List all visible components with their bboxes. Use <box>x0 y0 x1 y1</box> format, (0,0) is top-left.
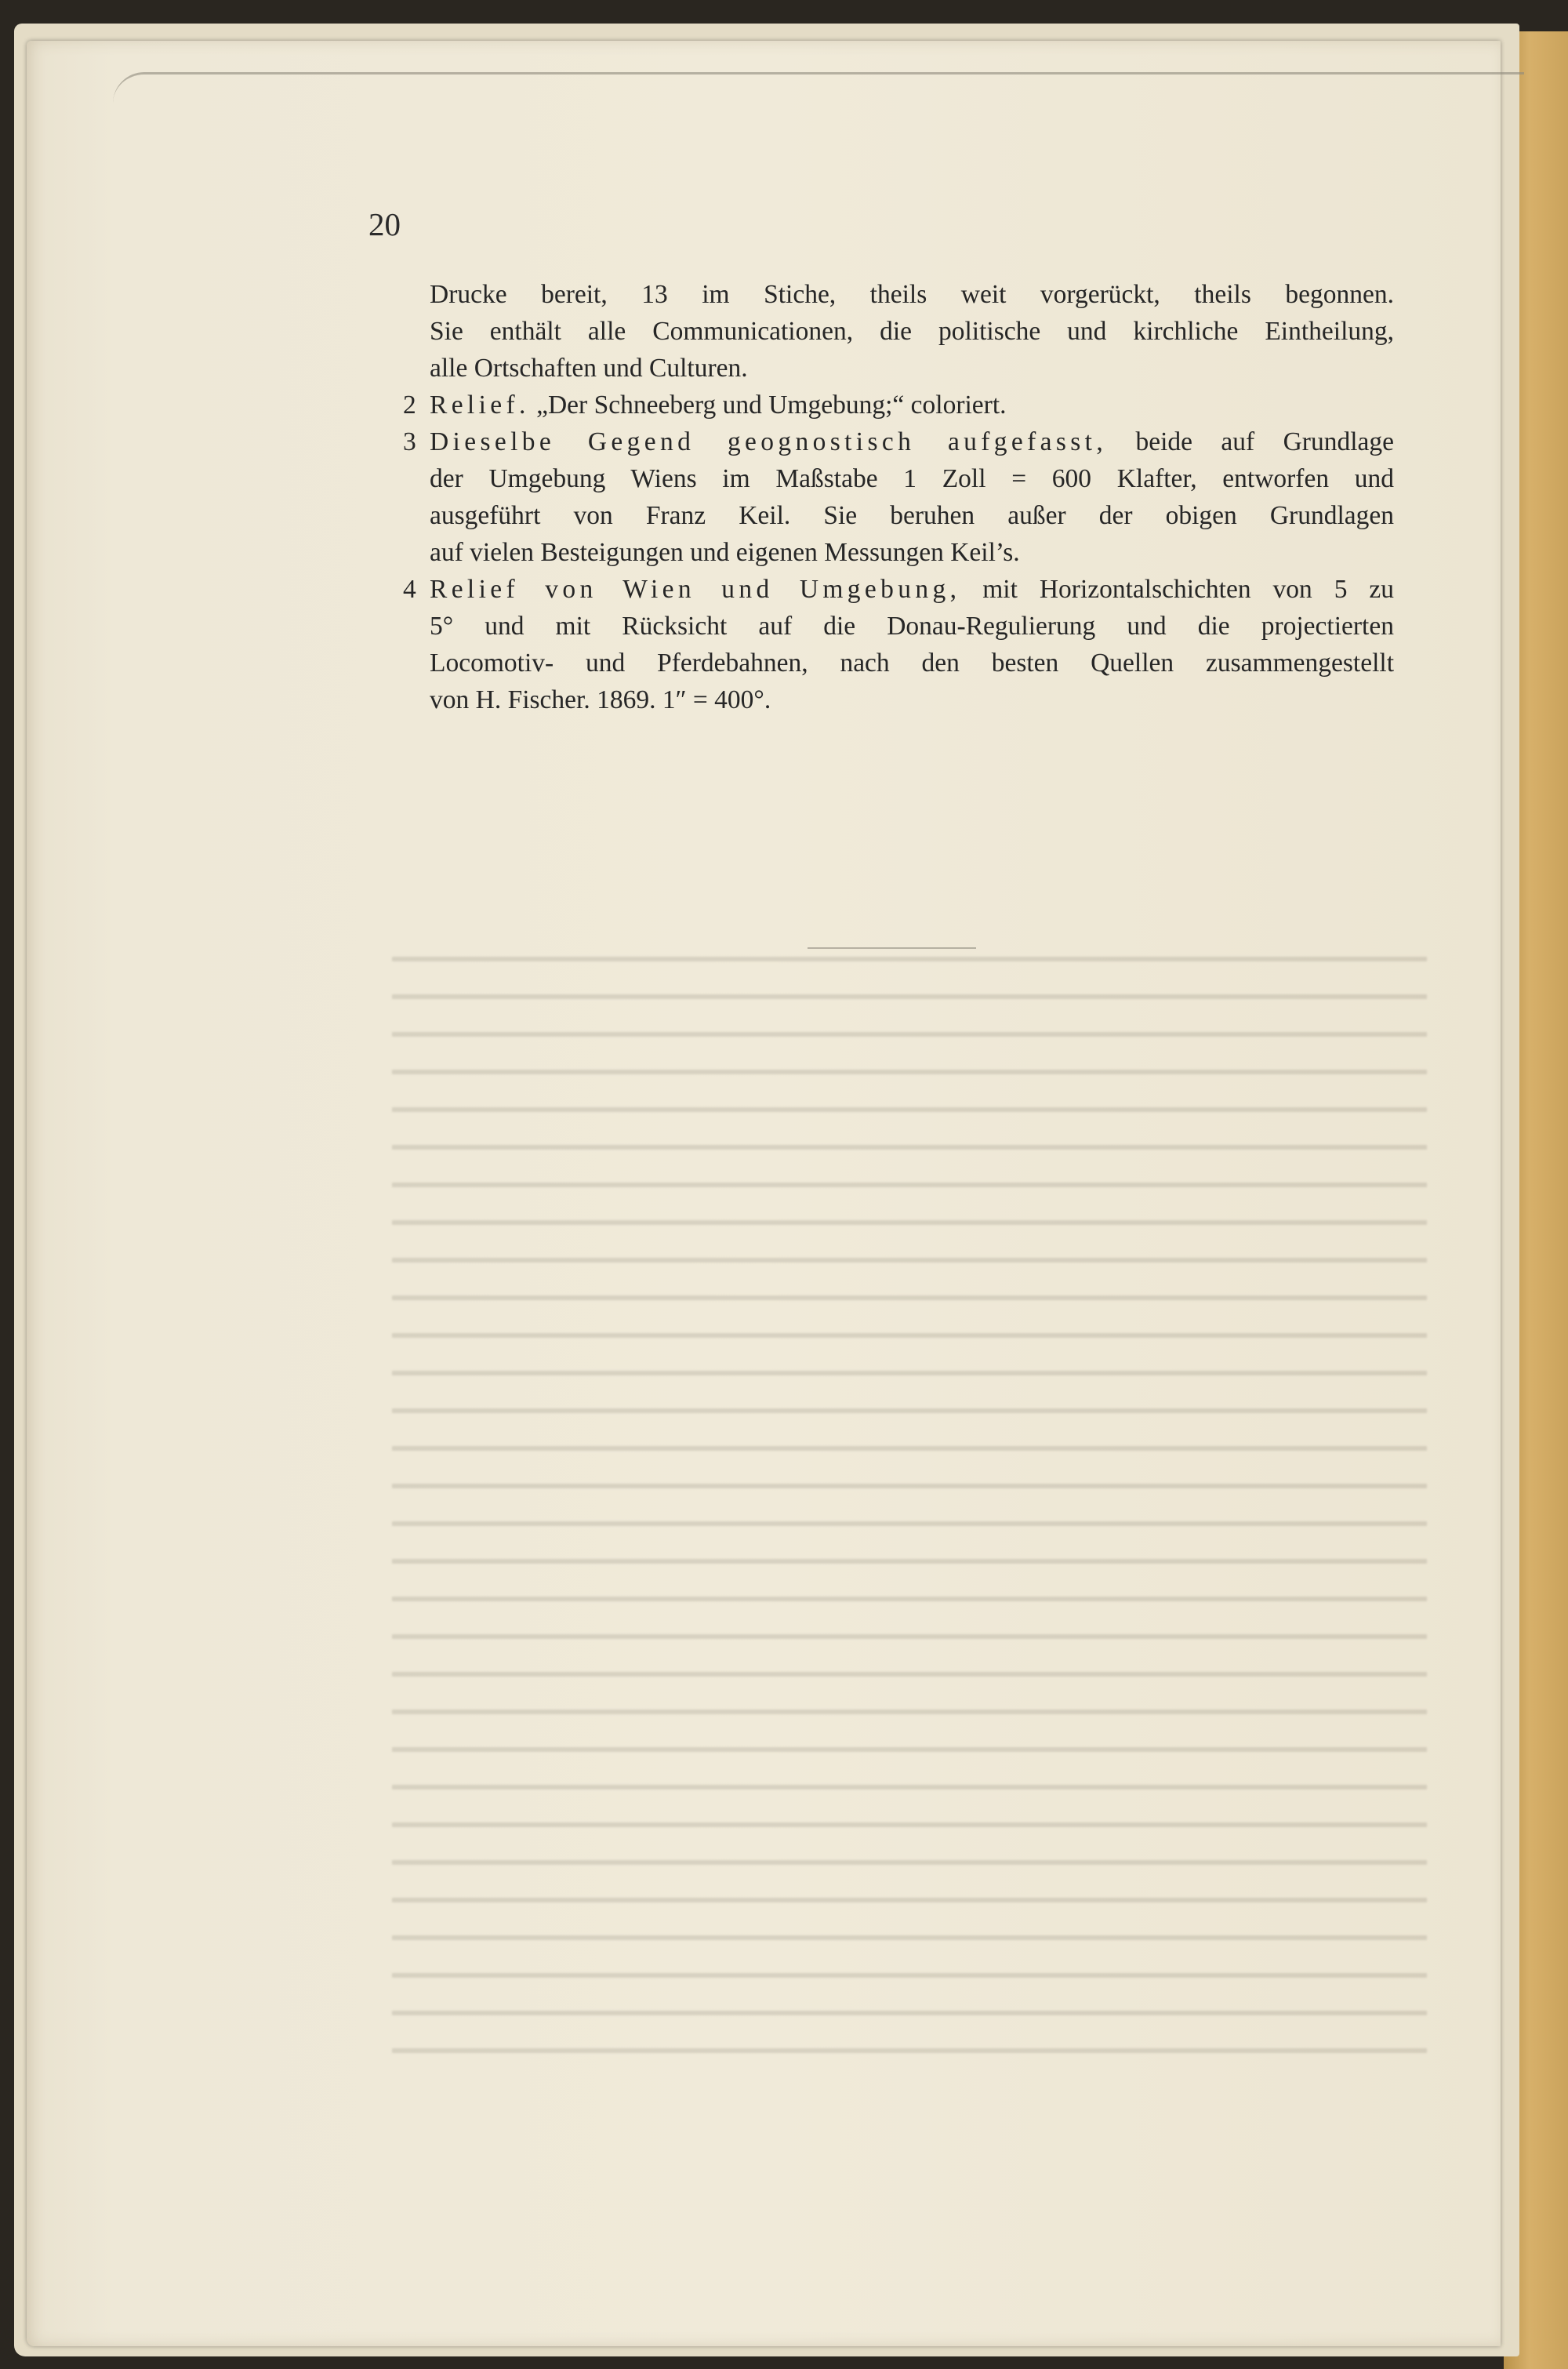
text-line: Sie enthält alle Communicationen, die politische und kirchliche Eintheilung, <box>430 317 1394 346</box>
text-line: der Umgebung Wiens im Maßstabe 1 Zoll = 600 Klafter, entworfen und <box>430 464 1394 493</box>
entry-4 <box>403 571 1394 718</box>
entry-number: 4 <box>403 575 416 604</box>
page-number: 20 <box>368 206 401 242</box>
text-line: Drucke bereit, 13 im Stiche, theils weit vorgerückt, theils begonnen. <box>430 280 1394 309</box>
text-line <box>430 423 1394 460</box>
body-text <box>403 276 1394 718</box>
entry-title: Relief. <box>430 391 530 420</box>
text-line: Locomotiv- und Pferdebahnen, nach den besten Quellen zusammengestellt <box>430 649 1394 678</box>
entry-text: mit Horizontalschichten von 5 zu <box>982 575 1394 604</box>
page-curl-edge <box>113 72 1524 106</box>
entry-2 <box>403 387 1394 423</box>
entry-number: 3 <box>403 427 416 456</box>
text-line: auf vielen Besteigungen und eigenen Messungen Keil’s. <box>430 538 1020 567</box>
show-through-rule <box>808 947 976 949</box>
entry-title: Dieselbe Gegend geognostisch aufgefasst, <box>430 427 1108 456</box>
text-line: von H. Fischer. 1869. 1″ = 400°. <box>430 685 771 714</box>
text-line: 5° und mit Rücksicht auf die Donau-Regulierung und die projectierten <box>430 612 1394 641</box>
text-line <box>430 571 1394 608</box>
entry-3 <box>403 423 1394 571</box>
text-line <box>430 387 1394 423</box>
text-line: ausgeführt von Franz Keil. Sie beruhen außer der obigen Grundlagen <box>430 501 1394 530</box>
entry-title: Relief von Wien und Umgebung, <box>430 575 961 604</box>
entry-text: „Der Schneeberg und Umgebung;“ coloriert. <box>536 391 1007 420</box>
entry-number: 2 <box>403 391 416 420</box>
show-through-text <box>392 941 1427 2055</box>
text-line: alle Ortschaften und Culturen. <box>430 354 748 383</box>
entry-text: beide auf Grundlage <box>1135 427 1394 456</box>
